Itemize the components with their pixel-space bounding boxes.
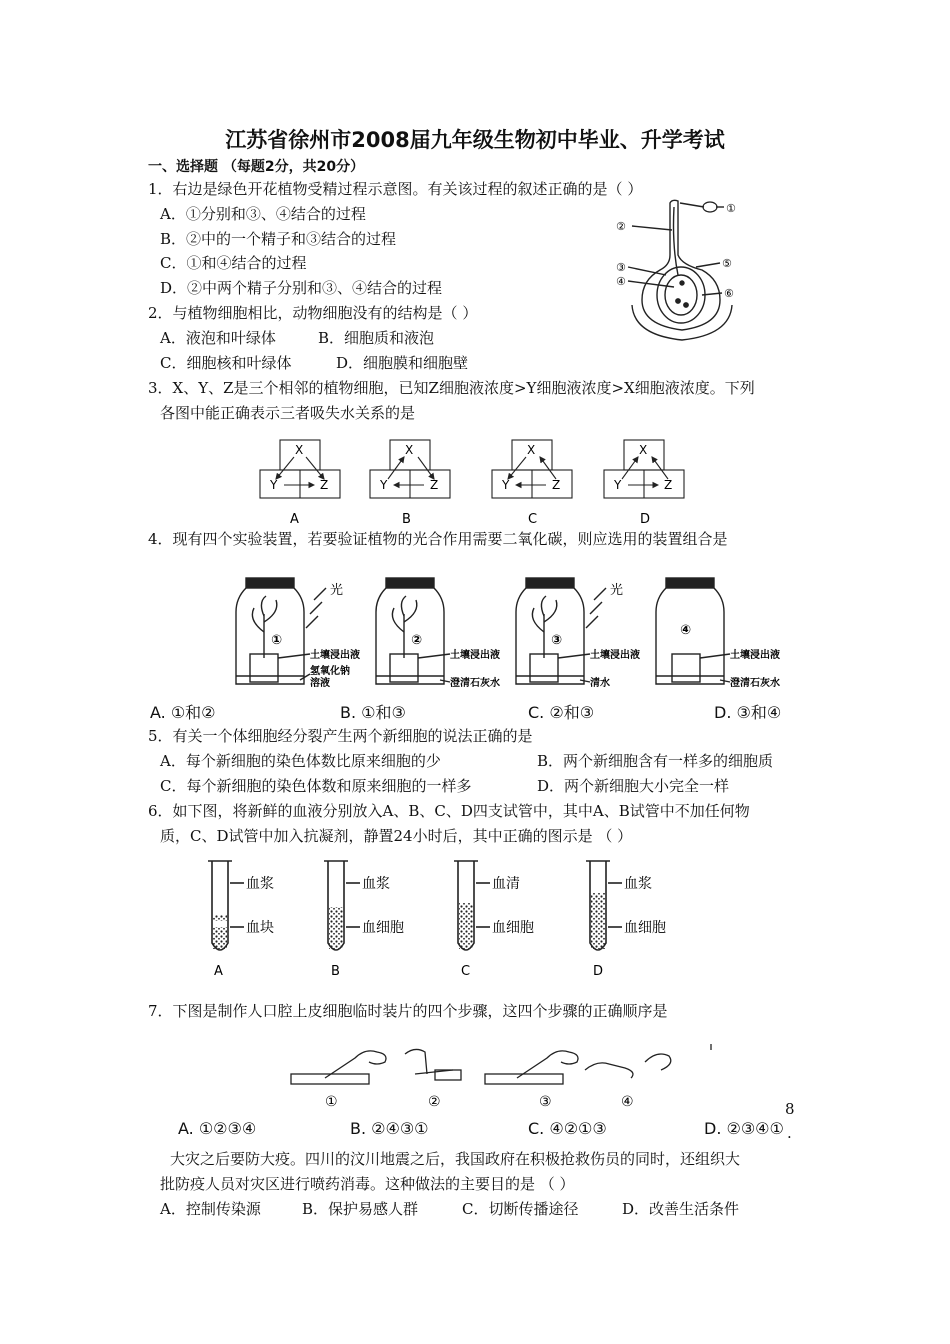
fig1-label-3: ③ xyxy=(616,261,626,274)
q3-stem-line1: 3．X、Y、Z是三个相邻的植物细胞，已知Z细胞液浓度>Y细胞液浓度>X细胞液浓度。下列 xyxy=(148,379,755,397)
jar-2-number: ② xyxy=(411,633,423,648)
q3-letter-a: A xyxy=(290,512,299,527)
q3-d-x: X xyxy=(639,443,648,457)
q2-option-b: B．细胞质和液泡 xyxy=(318,329,435,347)
q4-option-a: A. ①和② xyxy=(150,703,216,722)
q8-option-d: D．改善生活条件 xyxy=(622,1200,740,1218)
q3-a-y: Y xyxy=(270,478,278,492)
q4-option-d: D. ③和④ xyxy=(714,703,782,722)
q3-a-x: X xyxy=(295,443,304,457)
fig1-label-4: ④ xyxy=(616,275,626,288)
q3-stem-line2: 各图中能正确表示三者吸失水关系的是 xyxy=(160,404,416,422)
q4-option-b: B. ①和③ xyxy=(340,703,406,722)
q7-stem: 7．下图是制作人口腔上皮细胞临时装片的四个步骤，这四个步骤的正确顺序是 xyxy=(148,1002,668,1020)
q2-stem: 2．与植物细胞相比，动物细胞没有的结构是（ ） xyxy=(148,304,478,322)
slide-preparation-steps xyxy=(285,1040,715,1112)
jar-3-soil-label: 土壤浸出液 xyxy=(590,650,640,661)
q8-number: 8 xyxy=(785,1100,795,1118)
q3-letter-c: C xyxy=(528,512,538,527)
tube-a-top: 血浆 xyxy=(246,876,274,892)
jar-2-soil-label: 土壤浸出液 xyxy=(450,650,500,661)
q7-option-a: A. ①②③④ xyxy=(178,1119,257,1138)
q3-letter-b: B xyxy=(402,512,411,527)
section-heading: 一、选择题 （每题2分，共20分） xyxy=(148,159,365,175)
q5-stem: 5．有关一个体细胞经分裂产生两个新细胞的说法正确的是 xyxy=(148,727,533,745)
jar-1-number: ① xyxy=(271,633,283,648)
q7-option-c: C. ④②①③ xyxy=(528,1119,607,1138)
fig1-label-5: ⑤ xyxy=(722,257,732,270)
light-label-1: 光 xyxy=(330,583,344,598)
jar-1-naoh-label-1: 氢氧化钠 xyxy=(310,666,350,677)
cell-osmosis-diagrams xyxy=(252,435,692,527)
step-1: ① xyxy=(325,1094,338,1110)
q5-option-d: D．两个新细胞大小完全一样 xyxy=(537,777,730,795)
q8-stem-line1: 大灾之后要防大疫。四川的汶川地震之后，我国政府在积极抢救伤员的同时，还组织大 xyxy=(170,1150,741,1168)
tube-d-top: 血浆 xyxy=(624,876,652,892)
tube-d-bottom: 血细胞 xyxy=(624,920,666,936)
q3-d-y: Y xyxy=(614,478,622,492)
q3-c-x: X xyxy=(527,443,536,457)
q5-option-a: A．每个新细胞的染色体数比原来细胞的少 xyxy=(160,752,441,770)
q5-option-b: B．两个新细胞含有一样多的细胞质 xyxy=(537,752,774,770)
jar-2-lime-label: 澄清石灰水 xyxy=(450,678,500,689)
q3-b-y: Y xyxy=(380,478,388,492)
q6-stem-line1: 6．如下图，将新鲜的血液分别放入A、B、C、D四支试管中，其中A、B试管中不加任何物 xyxy=(148,802,750,820)
jar-1-soil-label: 土壤浸出液 xyxy=(310,650,360,661)
q1-option-c: C．①和④结合的过程 xyxy=(160,254,307,272)
q1-option-d: D．②中两个精子分别和③、④结合的过程 xyxy=(160,279,443,297)
q7-option-d: D. ②③④① xyxy=(704,1119,784,1138)
tube-c-top: 血清 xyxy=(492,876,520,892)
tube-b-bottom: 血细胞 xyxy=(362,920,404,936)
q1-option-b: B．②中的一个精子和③结合的过程 xyxy=(160,230,397,248)
page-title: 江苏省徐州市2008届九年级生物初中毕业、升学考试 xyxy=(225,128,725,152)
jar-1-naoh-label-2: 溶液 xyxy=(310,678,330,689)
q4-stem: 4．现有四个实验装置，若要验证植物的光合作用需要二氧化碳，则应选用的装置组合是 xyxy=(148,530,728,548)
q2-option-a: A．液泡和叶绿体 xyxy=(160,329,276,347)
tube-b-letter: B xyxy=(331,964,340,979)
q2-option-d: D．细胞膜和细胞壁 xyxy=(336,354,469,372)
q8-stem-line2: 批防疫人员对灾区进行喷药消毒。这种做法的主要目的是 （ ） xyxy=(160,1175,575,1193)
q3-c-z: Z xyxy=(552,478,561,492)
step-2: ② xyxy=(428,1094,441,1110)
q7-option-b: B. ②④③① xyxy=(350,1119,429,1138)
q3-a-z: Z xyxy=(320,478,329,492)
jar-4-soil-label: 土壤浸出液 xyxy=(730,650,780,661)
q1-option-a: A．①分别和③、④结合的过程 xyxy=(160,205,366,223)
q4-option-c: C. ②和③ xyxy=(528,703,595,722)
q8-option-b: B．保护易感人群 xyxy=(302,1200,419,1218)
q1-stem: 1．右边是绿色开花植物受精过程示意图。有关该过程的叙述正确的是（ ） xyxy=(148,180,643,198)
q8-option-c: C．切断传播途径 xyxy=(462,1200,579,1218)
step-4: ④ xyxy=(621,1094,634,1110)
tube-b-top: 血浆 xyxy=(362,876,390,892)
fig1-label-2: ② xyxy=(616,220,626,233)
q5-option-c: C．每个新细胞的染色体数和原来细胞的一样多 xyxy=(160,777,472,795)
tube-a-bottom: 血块 xyxy=(246,920,274,936)
jar-3-water-label: 清水 xyxy=(590,678,610,689)
fertilization-diagram xyxy=(612,195,752,345)
step-3: ③ xyxy=(539,1094,552,1110)
q3-c-y: Y xyxy=(502,478,510,492)
q3-d-z: Z xyxy=(664,478,673,492)
q8-option-a: A．控制传染源 xyxy=(160,1200,261,1218)
photosynthesis-apparatus xyxy=(150,572,810,722)
light-label-3: 光 xyxy=(610,583,624,598)
q3-letter-d: D xyxy=(640,512,651,527)
blood-test-tubes xyxy=(200,855,690,985)
tube-c-letter: C xyxy=(461,964,471,979)
fig1-label-1: ① xyxy=(726,202,736,215)
q3-b-z: Z xyxy=(430,478,439,492)
tube-d-letter: D xyxy=(593,964,604,979)
jar-3-number: ③ xyxy=(551,633,563,648)
fig1-label-6: ⑥ xyxy=(724,287,734,300)
q3-b-x: X xyxy=(405,443,414,457)
jar-4-number: ④ xyxy=(680,623,692,638)
q2-option-c: C．细胞核和叶绿体 xyxy=(160,354,292,372)
jar-4-lime-label: 澄清石灰水 xyxy=(730,678,780,689)
tube-c-bottom: 血细胞 xyxy=(492,920,534,936)
q6-stem-line2: 质，C、D试管中加入抗凝剂，静置24小时后，其中正确的图示是 （ ） xyxy=(160,827,633,845)
tube-a-letter: A xyxy=(214,964,223,979)
q8-number-dot: . xyxy=(787,1124,792,1142)
